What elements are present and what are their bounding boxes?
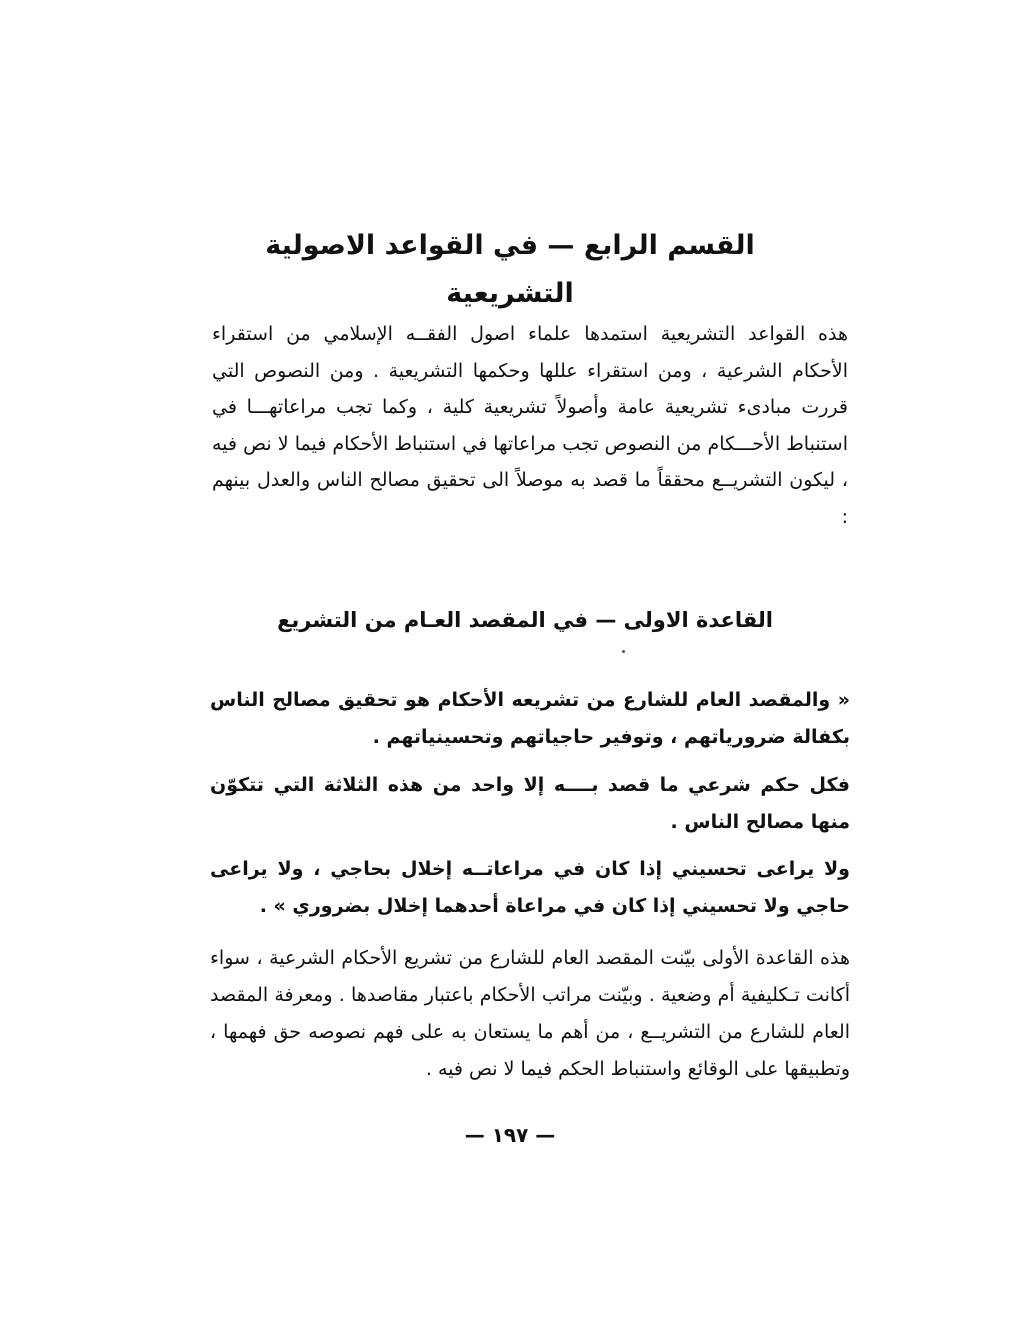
commentary-paragraph: هذه القاعدة الأولى بيّنت المقصد العام للشارع من تشريع الأحكام الشرعية ، سواء أكانت تـكليفية أم وضعية . وبيّنت مراتب الأحكام باعتبار مقاصدها . ومعرفة المقصد العام للشارع من التشريــع ، من أهم ما يستعان به على فهم نصوصه حق فهمها ، وتطبيقها على الوقائع واستنباط الحكم فيما لا نص فيه . [210,947,850,1080]
rule-title: القاعدة الاولى — في المقصد العـام من التشريع [277,608,773,632]
rule-paragraph: فكل حكم شرعي ما قصد بــــه إلا واحد من هذه الثلاثة التي تتكوّن منها مصالح الناس . [210,774,850,833]
section-title: القسم الرابع — في القواعد الاصولية التشريعية [265,230,755,309]
rule-paragraph: ولا يراعى تحسيني إذا كان في مراعاتــه إخلال بحاجي ، ولا يراعى حاجي ولا تحسيني إذا كان في مراعاة أحدهما إخلال بضروري » . [210,858,850,917]
rule-paragraph: « والمقصد العام للشارع من تشريعه الأحكام هو تحقيق مصالح الناس بكفالة ضرورياتهم ، وتوفير حاجياتهم وتحسينياتهم . [210,689,850,748]
stray-ink-mark [622,650,625,653]
intro-paragraph: هذه القواعد التشريعية استمدها علماء اصول الفقــه الإسلامي من استقراء الأحكام الشرعية ، ومن استقراء عللها وحكمها التشريعية . ومن النصوص التي قررت مبادىء تشريعية عامة وأصولاً تشريعية كلية ، وكما تجب مراعاتهـــا في استنباط الأحـــكام من النصوص تجب مراعاتها في استنباط الأحكام فيما لا نص فيه ، ليكون التشريــع محققاً ما قصد به موصلاً الى تحقيق مصالح الناس والعدل بينهم : [212,323,848,528]
page-number: — ١٩٧ — [464,1123,556,1147]
